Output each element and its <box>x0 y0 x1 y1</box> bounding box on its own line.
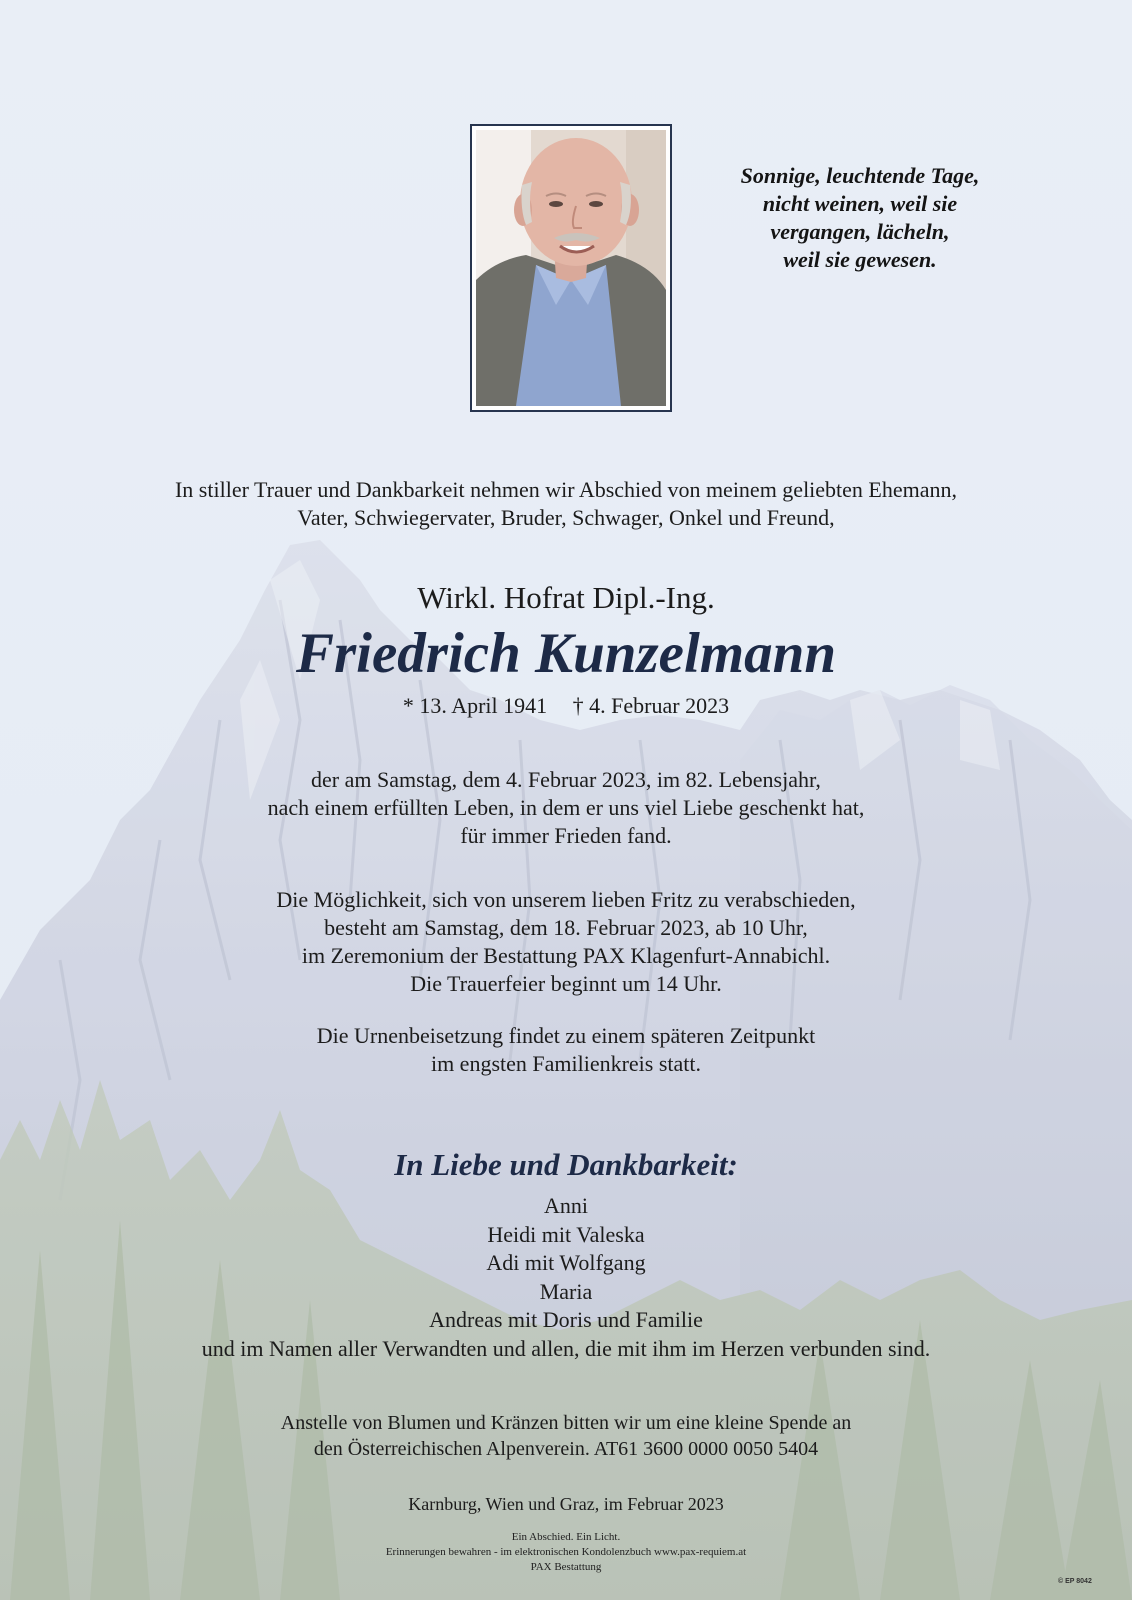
donation-line: Anstelle von Blumen und Kränzen bitten wir um eine kleine Spende an <box>280 1412 852 1434</box>
intro-text <box>0 476 1132 532</box>
footer-notice <box>0 1530 1132 1575</box>
death-paragraph <box>0 766 1132 850</box>
mourner-line: Andreas mit Doris und Familie <box>429 1307 703 1332</box>
portrait-photo <box>470 124 672 412</box>
paragraph-line: Die Möglichkeit, sich von unserem lieben Fritz zu verabschieden, <box>276 887 856 912</box>
poem-line: vergangen, lächeln, <box>770 219 950 244</box>
deceased-name: Friedrich Kunzelmann <box>295 622 837 685</box>
mourner-line: Adi mit Wolfgang <box>486 1250 646 1275</box>
farewell-paragraph <box>0 886 1132 998</box>
mourner-line: Heidi mit Valeska <box>487 1221 645 1247</box>
donation-request <box>0 1410 1132 1462</box>
deceased-title: Wirkl. Hofrat Dipl.-Ing. <box>417 580 715 615</box>
poem-line: weil sie gewesen. <box>783 247 937 272</box>
mourner-line: und im Namen aller Verwandten und allen, die mit ihm im Herzen verbunden sind. <box>201 1335 931 1361</box>
memorial-poem <box>700 162 1020 274</box>
paragraph-line: im engsten Familienkreis statt. <box>430 1051 702 1076</box>
print-code: © EP 8042 <box>1058 1578 1092 1585</box>
footer-line: PAX Bestattung <box>530 1561 602 1573</box>
paragraph-line: für immer Frieden fand. <box>460 823 672 848</box>
death-date: † 4. Februar 2023 <box>572 693 730 718</box>
intro-line: In stiller Trauer und Dankbarkeit nehmen wir Abschied von meinem geliebten Ehemann, <box>174 477 958 502</box>
birth-date: * 13. April 1941 <box>402 693 548 718</box>
poem-line: Sonnige, leuchtende Tage, <box>740 163 980 188</box>
place-date: Karnburg, Wien und Graz, im Februar 2023 <box>408 1494 724 1514</box>
paragraph-line: der am Samstag, dem 4. Februar 2023, im 82. Lebensjahr, <box>311 767 821 792</box>
paragraph-line: im Zeremonium der Bestattung PAX Klagenfurt-Annabichl. <box>301 943 831 968</box>
poem-line: nicht weinen, weil sie <box>762 191 958 216</box>
portrait-image <box>476 130 666 406</box>
mourner-line: Maria <box>539 1278 593 1304</box>
donation-line: den Österreichischen Alpenverein. AT61 3600 0000 0050 5404 <box>313 1438 819 1460</box>
footer-line: Erinnerungen bewahren - im elektronischen Kondolenzbuch www.pax-requiem.at <box>385 1546 747 1558</box>
paragraph-line: Die Urnenbeisetzung findet zu einem späteren Zeitpunkt <box>316 1023 816 1048</box>
paragraph-line: besteht am Samstag, dem 18. Februar 2023, ab 10 Uhr, <box>324 915 808 940</box>
footer-line: Ein Abschied. Ein Licht. <box>511 1531 621 1543</box>
paragraph-line: nach einem erfüllten Leben, in dem er uns viel Liebe geschenkt hat, <box>267 795 865 820</box>
paragraph-line: Die Trauerfeier beginnt um 14 Uhr. <box>410 971 722 996</box>
mourner-line: Anni <box>544 1193 588 1218</box>
urn-paragraph <box>0 1022 1132 1078</box>
closing-heading: In Liebe und Dankbarkeit: <box>394 1147 738 1182</box>
intro-line: Vater, Schwiegervater, Bruder, Schwager, Onkel und Freund, <box>297 505 835 530</box>
mourners-list <box>0 1192 1132 1363</box>
life-dates <box>0 692 1132 720</box>
